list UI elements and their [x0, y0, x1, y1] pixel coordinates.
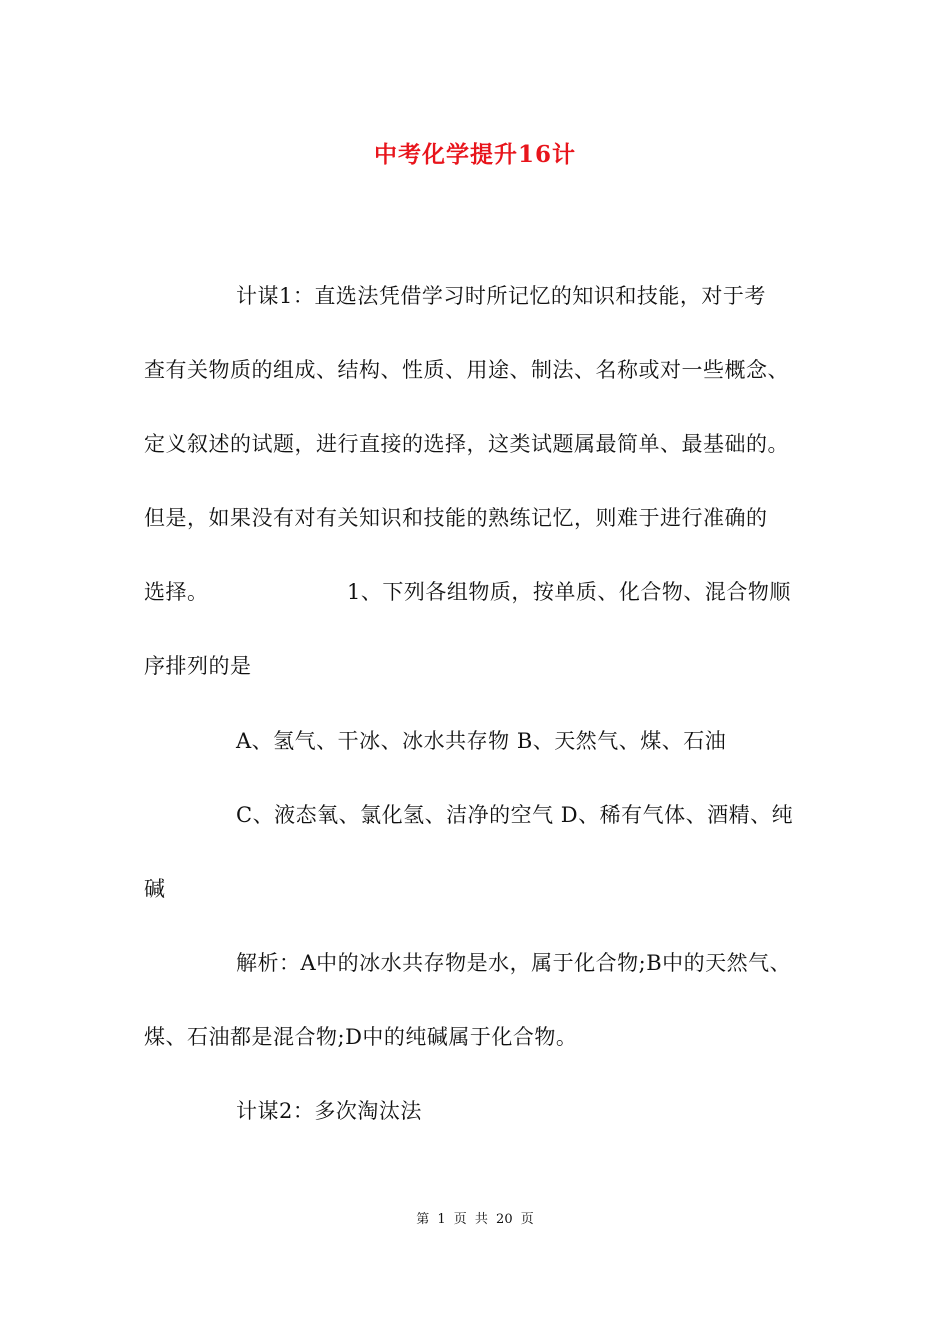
paragraph-line: 但是，如果没有对有关知识和技能的熟练记忆，则难于进行准确的: [144, 506, 768, 530]
paragraph-line: 选择。: [144, 580, 209, 604]
document-title: 中考化学提升16计: [373, 141, 576, 168]
paragraph-line: 查有关物质的组成、结构、性质、用途、制法、名称或对一些概念、: [144, 358, 789, 382]
paragraph-line: 定义叙述的试题，进行直接的选择，这类试题属最简单、最基础的。: [144, 432, 789, 456]
analysis-line: 解析：A中的冰水共存物是水，属于化合物;B中的天然气、: [236, 951, 792, 975]
option-line: C、液态氧、氯化氢、洁净的空气 D、稀有气体、酒精、纯: [236, 803, 794, 827]
option-line: A、氢气、干冰、冰水共存物 B、天然气、煤、石油: [236, 729, 727, 753]
section-heading: 计谋2：多次淘汰法: [236, 1099, 422, 1123]
question-line: 1、下列各组物质，按单质、化合物、混合物顺: [347, 580, 791, 604]
option-line: 碱: [144, 877, 166, 901]
question-line: 序排列的是: [144, 654, 252, 678]
analysis-line: 煤、石油都是混合物;D中的纯碱属于化合物。: [144, 1025, 578, 1049]
page-footer: 第 1 页 共 20 页: [416, 1212, 534, 1227]
paragraph-line: 计谋1：直选法凭借学习时所记忆的知识和技能，对于考: [236, 284, 766, 308]
